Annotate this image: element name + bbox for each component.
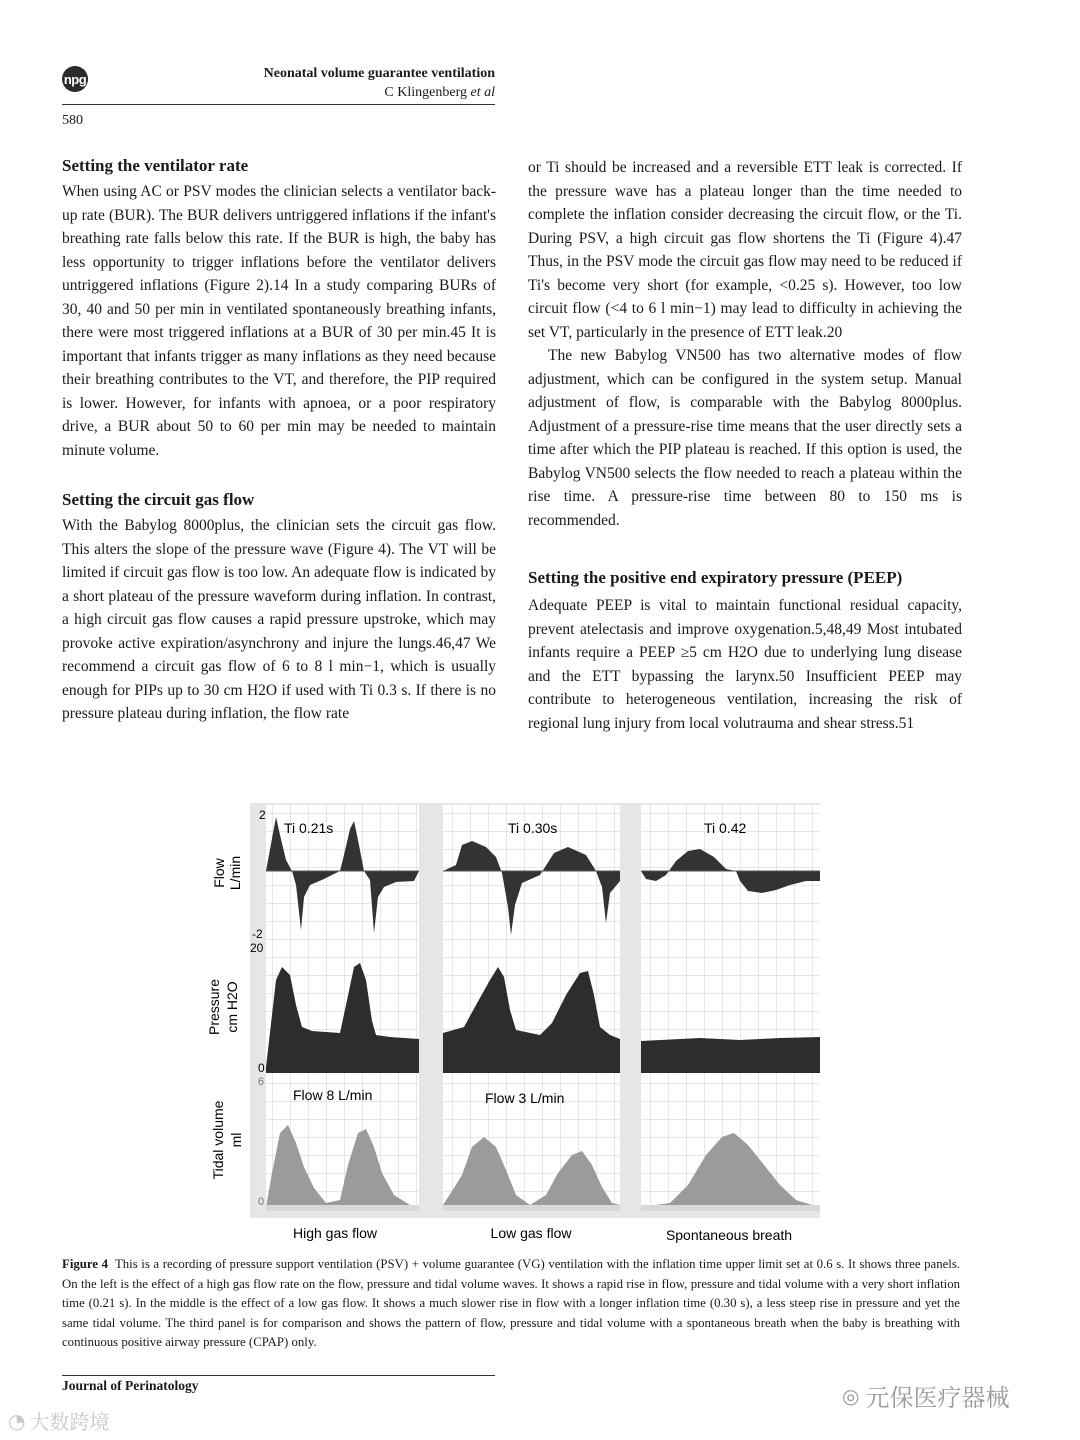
- peep-text: Adequate PEEP is vital to maintain functional residual capacity, prevent atelectasis and improve oxygenation.5,48,49 Most intubated infants require a PEEP ≥5 cm H2O due to underlying lung disease and the ETT bypassing the larynx.50 Insufficient PEEP may contribute to heterogeneous ventilation, increasing the risk of regional lung injury from local volutrauma and shear stress.51: [528, 597, 962, 732]
- footer-rule: [62, 1375, 495, 1376]
- right-column: [528, 156, 962, 735]
- panel-low-gas-flow: [443, 805, 620, 1211]
- running-title: Neonatal volume guarantee ventilation: [263, 66, 495, 81]
- running-authors: C Klingenberg et al: [384, 85, 495, 100]
- figure-4: [200, 795, 830, 1255]
- ventilator-rate-text: When using AC or PSV modes the clinician selects a ventilator back-up rate (BUR). The BUR delivers untriggered inflations if the infant's breathing rate falls below this rate. If the BUR is high, the baby has less opportunity to trigger inflations before the ventilator delivers untriggered inflations (Figure 2).14 In a study comparing BURs of 30, 40 and 50 per min in ventilated spontaneously breathing infants, there were most triggered inflations at a BUR of 30 per min.45 It is important that infants trigger as many inflations as they need because their breathing contributes to the VT, and therefore, the PIP required is lower. However, for infants with apnoea, or a poor respiratory drive, a BUR about 50 to 60 per min may be needed to maintain minute volume.: [62, 183, 496, 459]
- panel-high-gas-flow: [266, 805, 419, 1211]
- section-heading-peep: Setting the positive end expiratory pressure (PEEP): [528, 568, 903, 587]
- watermark-right: [842, 1378, 1009, 1413]
- pressure-tick-top: 20: [250, 941, 264, 955]
- panel3-ti-label: Ti 0.42: [704, 820, 747, 836]
- flow-tick-bottom: -2: [252, 927, 263, 941]
- section-heading-circuit-gas-flow: Setting the circuit gas flow: [62, 490, 255, 509]
- pressure-axis-unit: cm H2O: [224, 981, 240, 1033]
- circuit-gas-flow-text: With the Babylog 8000plus, the clinician sets the circuit gas flow. This alters the slope of the pressure wave (Figure 4). The VT will be limited if circuit gas flow is too low. An adequate flow is indicated by a short plateau of the pressure waveform during inflation. In contrast, a high circuit gas flow causes a rapid pressure upstroke, which may provoke active expiration/asynchrony and injure the lungs.46,47 We recommend a circuit gas flow of 6 to 8 l min−1, which is usually enough for PIPs up to 30 cm H2O if used with Ti 0.3 s. If there is no pressure plateau during inflation, the flow rate: [62, 517, 496, 722]
- flow-continued-text: or Ti should be increased and a reversible ETT leak is corrected. If the pressure wave has a plateau longer than the time needed to complete the inflation consider decreasing the circuit flow, or the Ti. During PSV, a high circuit gas flow shortens the Ti (Figure 4).47 Thus, in the PSV mode the circuit gas flow may need to be reduced if Ti's become very short (for example, <0.25 s). However, too low circuit flow (<4 to 6 l min−1) may lead to difficulty in achieving the set VT, particularly in the presence of ETT leak.20: [528, 159, 962, 341]
- volume-axis-unit: ml: [228, 1132, 244, 1148]
- left-column: [62, 156, 496, 726]
- watermark-left-text: 大数跨境: [29, 1410, 110, 1434]
- watermark-left: [8, 1406, 109, 1435]
- chat-bubble-icon: ◔: [8, 1408, 26, 1433]
- flow-tick-top: 2: [259, 808, 266, 822]
- panel2-flow-label: Flow 3 L/min: [485, 1090, 565, 1106]
- panel2-caption: Low gas flow: [490, 1225, 572, 1241]
- section-heading-ventilator-rate: Setting the ventilator rate: [62, 156, 249, 175]
- panel-spontaneous-breath: [641, 805, 820, 1211]
- panel1-ti-label: Ti 0.21s: [284, 820, 334, 836]
- figure-caption: [62, 1255, 960, 1353]
- figure-caption-text: This is a recording of pressure support ventilation (PSV) + volume guarantee (VG) ventilation with the inflation time upper limit set at 0.6 s. It shows three panels. On the left is the effect of a high gas flow rate on the flow, pressure and tidal volume waves. It shows a rapid rise in flow, pressure and tidal volume with a very short inflation time (0.21 s). In the middle is the effect of a low gas flow. It shows a much slower rise in flow with a longer inflation time (0.30 s), a less steep rise in pressure and yet the same tidal volume. The third panel is for comparison and shows the pattern of flow, pressure and tidal volume with a spontaneous breath when the baby is breathing with continuous positive airway pressure (CPAP) only.: [62, 1257, 961, 1349]
- journal-name: Journal of Perinatology: [62, 1378, 199, 1393]
- watermark-right-text: 元保医疗器械: [865, 1384, 1010, 1412]
- waveform-figure: [200, 795, 830, 1255]
- pressure-tick-bottom: 0: [258, 1061, 265, 1075]
- panel2-ti-label: Ti 0.30s: [508, 820, 558, 836]
- pressure-axis-label: Pressure: [206, 978, 222, 1036]
- babylog-vn500-text: The new Babylog VN500 has two alternative modes of flow adjustment, which can be configured in the system setup. Manual adjustment of flow, is comparable with the Babylog 8000plus. Adjustment of a pressure-rise time means that the user directly sets a time after which the PIP plateau is reached. If this option is used, the Babylog VN500 selects the flow needed to reach a plateau within the rise time. A pressure-rise time between 80 to 150 ms is recommended.: [528, 347, 962, 529]
- flow-axis-unit: L/min: [227, 855, 243, 891]
- flow-axis-label: Flow: [211, 858, 227, 888]
- panel3-caption: Spontaneous breath: [665, 1227, 793, 1243]
- volume-tick-bottom: 0: [258, 1196, 265, 1208]
- page-number: 580: [62, 113, 83, 128]
- panel1-flow-label: Flow 8 L/min: [293, 1087, 373, 1103]
- npg-logo: npg: [62, 66, 88, 92]
- wechat-icon: ◎: [842, 1383, 860, 1408]
- volume-axis-label: Tidal volume: [210, 1100, 226, 1180]
- volume-tick-top: 6: [258, 1076, 265, 1088]
- panel1-caption: High gas flow: [292, 1225, 378, 1241]
- figure-caption-label: Figure 4: [62, 1257, 109, 1271]
- header-rule: [62, 104, 495, 105]
